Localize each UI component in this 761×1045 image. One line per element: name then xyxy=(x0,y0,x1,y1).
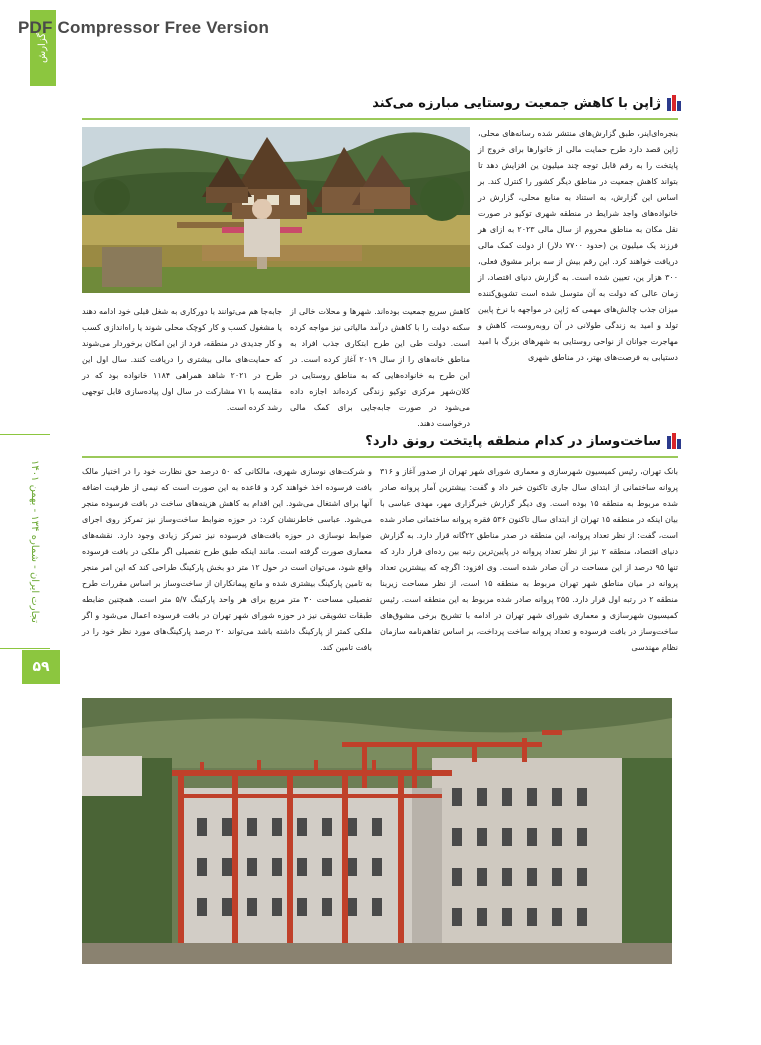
running-head: تجارت ایران - شماره ۱۳۴ - بهمن ۱۴۰۱ xyxy=(29,459,40,623)
article1-column-mid: کاهش سریع جمعیت بوده‌اند. شهرها و محلات خالی از سکنه دولت را با کاهش درآمد مالیاتی نیز مواجه کرده است. دولت طی این طرح ابتکاری جذب افراد به مناطق خانه‌های را از سال ۲۰۱۹ آغاز کرده است. در این طرح به خانواده‌هایی که به مناطق روستایی در کلان‌شهر مرکزی توکیو زندگی کرده‌اند اجازه داده می‌شود در صورت جابه‌جایی برای کمک مالی درخواست دهند. xyxy=(290,307,470,428)
article1-column-left: جابه‌جا هم می‌توانند با دورکاری به شغل قبلی خود ادامه دهند یا مشغول کسب و کار کوچک محلی شوند یا راه‌اندازی کسب و کار جدیدی در منطقه، فرد از این امکان برخوردار می‌شوند که حمایت‌های مالی بیشتری را دریافت کنند. سال اول این طرح در ۲۰۲۱ شاهد همراهی ۱۱۸۴ خانواده بود که در مقایسه با ۷۱ مشارکت در سال اول پیاده‌سازی قابل توجهی رشد کرده است. xyxy=(82,307,282,412)
margin-divider xyxy=(0,434,50,435)
article2-headline xyxy=(365,430,681,452)
article1-title: ژاپن با کاهش جمعیت روستایی مبارزه می‌کند xyxy=(372,95,661,111)
bar-chart-icon xyxy=(667,433,681,449)
article2-column-left: و شرکت‌های نوسازی شهری، مالکانی که ۵۰ درصد حق نظارت خود را در اختیار مالک بافت فرسوده اخذ خواهند کرد و قاعده به این صورت است که نیمی از ظرفیت اضافه آنها برای اشتغال می‌شود. این اقدام به کاهش هزینه‌های ساخت در بافت فرسوده منجر می‌شود. عباسی خاطرنشان کرد: در حوزه ضوابط ساخت‌وساز نیز تمرکز روی اجرای ضوابط نوسازی در حوزه بافت‌های فرسوده نیز تمرکز زیادی وجود دارد. نقشه‌های معماری صورت گرفته است. مانند اینکه طبق طرح تفصیلی اگر ملکی در بافت فرسوده واقع شود، می‌توان است در حول ۱۲ متر دو بخش پارکینگ طراحی کند که این امر منجر به تامین پارکینگ بیشتری شده و مانع پیمانکاران از ساخت‌وساز بر اساس مقررات طرح تفصیلی مساحت ۳۰ متر مربع برای هر واحد پارکینگ ۵/۷ متر است. همچنین ضابطه طبقات تشویقی نیز در حوزه شورای شهر تهران در بافت فرسوده اعمال می‌شود و اگر ملکی کمتر از پارکینگ داشته باشد می‌تواند ۲۰ درصد پارکینگ‌های مورد نظر خود را در بافت تامین کند. xyxy=(82,467,372,652)
article2-rule xyxy=(82,456,678,458)
bar-chart-icon xyxy=(667,95,681,111)
article2-column-right: بانک تهران، رئیس کمیسیون شهرسازی و معماری شورای شهر تهران از صدور آغاز و ۳۱۶ پروانه ساختمانی از ابتدای سال جاری تاکنون خبر داد و گفت: بیشترین آمار پروانه صادر شده مربوط به منطقه ۱۵ بوده است. وی دیگر گزارش خبرگزاری مهر، مهدی عباسی با بیان اینکه در منطقه ۱۵ تهران از ابتدای سال تاکنون ۵۳۶ فقره پروانه ساختمانی صادر شده است، گفت: از نظر تعداد پروانه، این منطقه در صدر مناطق ۲۲گانه قرار دارد. به گزارش دنیای اقتصاد، منطقه ۲ نیز از نظر تعداد پروانه در پایین‌ترین رتبه بین رده‌ای قرار دارد که تنها ۹۵ درصد از این مساحت در آن صادر شده است. وی افزود: اگرچه که بیشترین تعداد پروانه در میان مناطق شهر تهران مربوط به منطقه ۱۵ است، از نظر مساحت زیربنا منطقه ۲ در رتبه اول قرار دارد. ۲۵۵ پروانه صادر شده مربوط به این منطقه است. رئیس کمیسیون شهرسازی و معماری شورای شهر تهران در ادامه با تشریح برخی مشوق‌های ساخت‌وساز در بافت فرسوده و تعداد پروانه ساخت پرداخت، بر اساس تفاهم‌نامه سازمان نظام مهندسی xyxy=(380,467,679,652)
watermark: PDF Compressor Free Version xyxy=(18,18,270,37)
article1-column-right: بنجره‌ای‌اینر، طبق گزارش‌های منتشر شده رسانه‌های محلی، ژاپن قصد دارد طرح حمایت مالی از خانوارها برای خروج از پایتخت را به رقم قابل توجه چند میلیون ین افزایش دهد تا بتواند کاهش جمعیت در مناطق دیگر کشور را کنترل کند. بر اساس این گزارش، به استناد به منابع محلی، گزارش در خانواده‌های واجد شرایط در منطقه شهری توکیو در صورت نقل مکان به مناطق محروم از سال مالی ۲۰۲۳ به ازای هر فرزند یک میلیون ین (حدود ۷۷۰۰ دلار) از دولت کمک مالی دریافت خواهند کرد. این رقم بیش از سه برابر مشوق فعلی، ۳۰۰ هزار ین، تعیین شده است. به گزارش دنیای اقتصاد، از زمان عالی که دولت به آن متوسل شده است تشویق‌کننده میزان جذب چالش‌های مهمی که ژاپن در مواجهه با نرخ پایین تولد و امید به زندگی طولانی در آن روبه‌روست، کاهش و مهاجرت جوانان از نواحی روستایی به شهرهای بزرگ با امید دستیابی به فرصت‌های بهتر، در مناطق شهری xyxy=(478,129,678,362)
article2-title: ساخت‌وساز در کدام منطقه پایتخت رونق دارد؟ xyxy=(365,433,661,449)
section-tab-label: گزارش xyxy=(37,32,48,64)
article1-rule xyxy=(82,118,678,120)
village-photo xyxy=(82,127,470,293)
article1-headline xyxy=(372,92,681,114)
construction-photo xyxy=(82,698,672,964)
page-number: ۵۹ xyxy=(22,650,60,684)
margin-divider xyxy=(0,648,50,649)
